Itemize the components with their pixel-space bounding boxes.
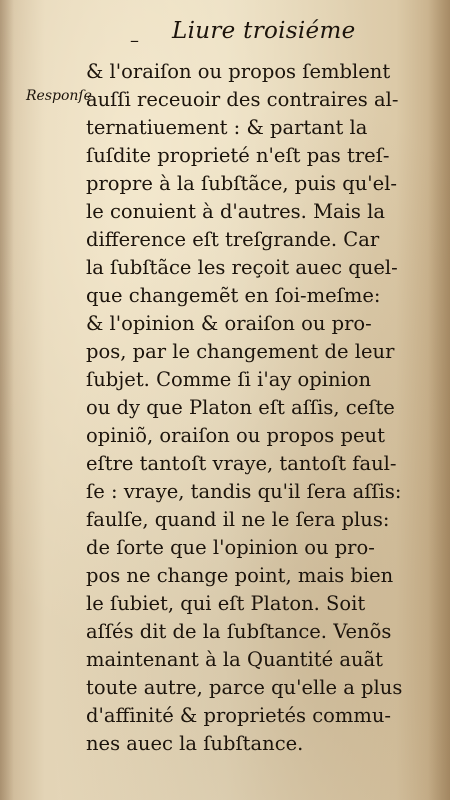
text-line: de ſorte que l'opinion ou pro-: [86, 536, 375, 559]
marginal-note: Responſe.: [26, 88, 97, 104]
text-line: le ſubiet, qui eſt Platon. Soit: [86, 592, 366, 615]
text-line: propre à la ſubſtãce, puis qu'el-: [86, 172, 398, 195]
text-line: aſſés dit de la ſubſtance. Venõs: [86, 620, 392, 643]
text-line: nes auec la ſubſtance.: [86, 732, 304, 755]
text-line: ſubjet. Comme ſi i'ay opinion: [86, 368, 372, 391]
text-line: difference eſt treſgrande. Car: [86, 228, 380, 251]
text-line: ternatiuement : & partant la: [86, 116, 368, 139]
body-text: [86, 58, 426, 758]
page-gutter-shadow: [0, 0, 14, 800]
text-line: maintenant à la Quantité auãt: [86, 648, 383, 671]
text-line: ſuſdite proprieté n'eſt pas treſ-: [86, 144, 390, 167]
text-line: pos ne change point, mais bien: [86, 564, 394, 587]
running-head: Liure troisiéme: [172, 18, 356, 44]
text-line: faulſe, quand il ne le ſera plus:: [86, 508, 390, 531]
text-line: le conuient à d'autres. Mais la: [86, 200, 385, 223]
text-line: toute autre, parce qu'elle a plus: [86, 676, 403, 699]
page-edge-shadow: [428, 0, 450, 800]
text-line: ſe : vraye, tandis qu'il ſera aſſis:: [86, 480, 402, 503]
text-line: que changemẽt en ſoi-meſme:: [86, 284, 381, 307]
text-line: pos, par le changement de leur: [86, 340, 395, 363]
text-line: & l'opinion & oraiſon ou pro-: [86, 312, 372, 335]
text-line: la ſubſtãce les reçoit auec quel-: [86, 256, 398, 279]
text-line: & l'oraiſon ou propos ſemblent: [86, 60, 391, 83]
text-line: eſtre tantoſt vraye, tantoſt faul-: [86, 452, 397, 475]
text-line: ou dy que Platon eſt aſſis, ceſte: [86, 396, 395, 419]
header-dash: –: [130, 30, 139, 51]
text-line: opiniõ, oraiſon ou propos peut: [86, 424, 385, 447]
text-line: auſſi receuoir des contraires al-: [86, 88, 399, 111]
text-line: d'affinité & proprietés commu-: [86, 704, 391, 727]
